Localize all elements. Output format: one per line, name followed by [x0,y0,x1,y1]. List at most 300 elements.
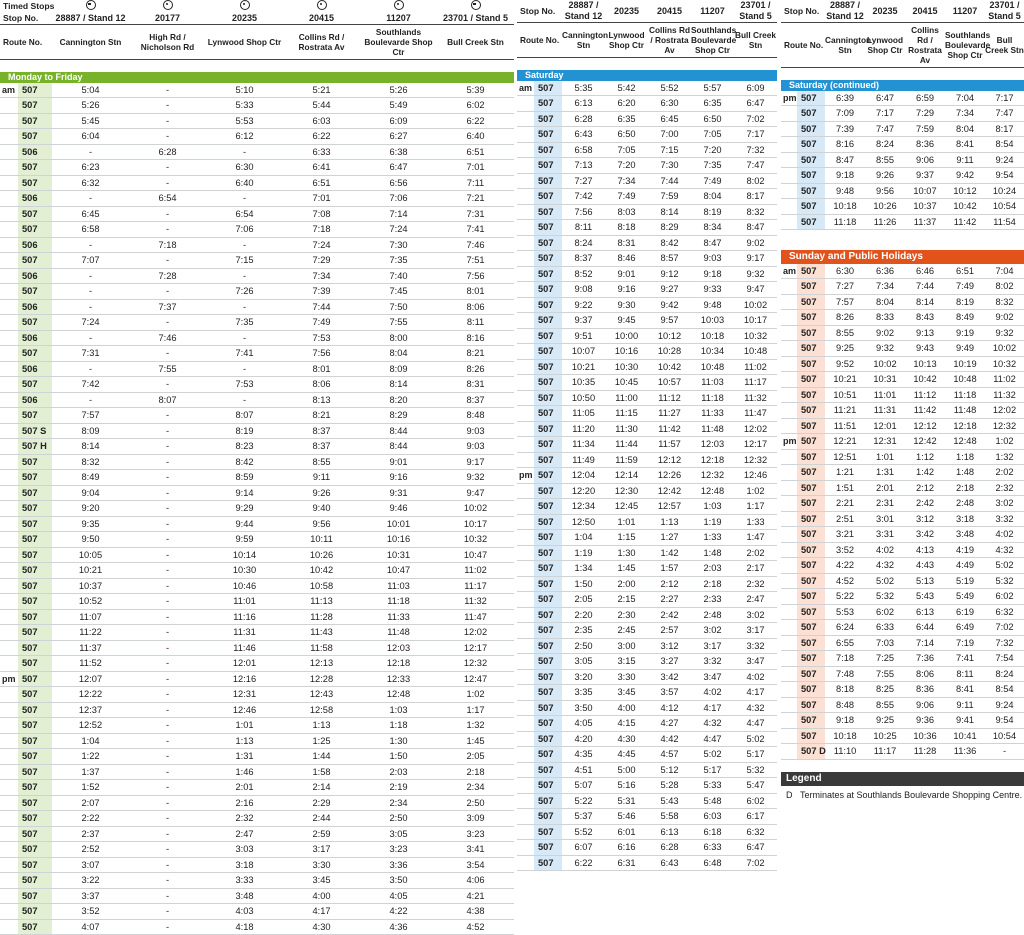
route-number: 507 [18,547,52,563]
departure-time: 3:05 [562,654,605,670]
am-pm-marker [517,623,534,639]
departure-time: 11:52 [52,656,129,672]
table-row [0,237,514,253]
table-row [0,578,514,594]
departure-time: 10:32 [734,328,777,344]
departure-time: 2:02 [734,545,777,561]
departure-time: 5:35 [562,81,605,96]
departure-time: - [206,191,283,207]
departure-time: 4:19 [945,542,985,558]
table-row [517,530,777,546]
departure-time: 6:48 [691,855,734,871]
table-row [781,183,1024,199]
departure-time: 1:25 [283,733,360,749]
am-pm-marker [0,780,18,796]
departure-time: 8:49 [945,310,985,326]
departure-time: 6:47 [734,840,777,856]
departure-time: 3:45 [605,685,648,701]
departure-time: 6:03 [283,113,360,129]
route-number: 507 [18,764,52,780]
departure-time: 4:00 [283,888,360,904]
departure-time: 3:27 [648,654,691,670]
departure-time: 11:37 [52,640,129,656]
route-number: 507 [797,294,825,310]
table-row [517,607,777,623]
table-row [517,359,777,375]
departure-time: 4:45 [605,747,648,763]
stop-place: Lynwood Shop Ctr [206,25,283,60]
departure-time: 6:56 [360,175,437,191]
departure-time: - [129,702,206,718]
am-pm-marker [0,857,18,873]
table-row [0,733,514,749]
departure-time: 9:06 [905,152,945,168]
am-pm-marker [517,762,534,778]
departure-time: 8:44 [360,423,437,439]
departure-time: 7:28 [129,268,206,284]
timed-stops-label: Timed Stops [3,1,55,11]
departure-time: 1:52 [52,780,129,796]
am-pm-marker [517,235,534,251]
departure-time: 1:57 [648,561,691,577]
departure-time: 11:17 [437,578,514,594]
departure-time: 10:02 [734,297,777,313]
departure-time: 7:40 [360,268,437,284]
table-row [781,465,1024,481]
departure-time: 9:24 [985,697,1024,713]
table-row [0,129,514,145]
table-row [781,682,1024,698]
departure-time: 7:35 [360,253,437,269]
table-row [0,206,514,222]
departure-time: 6:58 [562,142,605,158]
stop-place: Bull Creek Stn [734,23,777,58]
am-pm-marker [517,390,534,406]
departure-time: 8:37 [437,392,514,408]
departure-time: 5:17 [691,762,734,778]
route-number: 507 [18,454,52,470]
departure-time: 3:09 [437,811,514,827]
departure-time: 6:36 [865,264,905,279]
table-row [517,81,777,96]
route-number: 507 [797,480,825,496]
departure-time: 5:02 [985,558,1024,574]
departure-time: 12:16 [206,671,283,687]
route-number: 507 [534,793,562,809]
departure-time: 6:01 [605,824,648,840]
legend [781,772,1024,801]
departure-time: 8:31 [437,377,514,393]
departure-time: 7:05 [605,142,648,158]
departure-time: 9:16 [605,282,648,298]
table-row [517,700,777,716]
table-row [781,152,1024,168]
stop-number: 20177 [129,13,206,25]
departure-time: 7:34 [605,173,648,189]
route-number: 507 [797,496,825,512]
route-number: 507 [534,545,562,561]
departure-time: 2:37 [52,826,129,842]
route-number: 507 [534,762,562,778]
table-row [0,702,514,718]
departure-time: 6:03 [691,809,734,825]
table-row [781,449,1024,465]
am-pm-marker [0,563,18,579]
table-row [781,106,1024,122]
departure-time: 2:14 [283,780,360,796]
departure-time: 9:47 [437,485,514,501]
departure-time: 2:05 [562,592,605,608]
departure-time: 12:51 [825,449,865,465]
departure-time: 6:04 [52,129,129,145]
departure-time: 10:11 [283,532,360,548]
departure-time: 10:48 [691,359,734,375]
departure-time: 8:59 [206,470,283,486]
am-pm-marker [0,842,18,858]
table-row [517,142,777,158]
departure-time: 8:07 [129,392,206,408]
am-pm-marker [517,809,534,825]
route-number: 507 [18,113,52,129]
am-pm-marker [0,284,18,300]
departure-time: 4:35 [562,747,605,763]
departure-time: 8:11 [437,315,514,331]
route-number: 507 [18,842,52,858]
route-number: 507 [797,635,825,651]
route-number: 507 [534,421,562,437]
route-number: 507 [18,578,52,594]
am-pm-marker [0,888,18,904]
departure-time: 7:56 [562,204,605,220]
departure-time: 3:17 [691,638,734,654]
departure-time: 9:18 [825,168,865,184]
am-pm-marker [517,142,534,158]
departure-time: 2:29 [283,795,360,811]
departure-time: 7:35 [691,158,734,174]
departure-time: 8:13 [283,392,360,408]
departure-time: 3:22 [52,873,129,889]
departure-time: 7:37 [129,299,206,315]
departure-time: 11:12 [905,387,945,403]
departure-time: 1:32 [985,449,1024,465]
departure-time: 2:05 [437,749,514,765]
route-number: 507 [534,731,562,747]
departure-time: 8:06 [283,377,360,393]
departure-time: 7:18 [825,651,865,667]
am-pm-marker [0,764,18,780]
route-number: 507 [534,375,562,391]
route-number: 507 [18,129,52,145]
departure-time: 6:40 [206,175,283,191]
am-pm-marker [781,279,797,295]
departure-time: 6:22 [562,855,605,871]
departure-time: - [129,904,206,920]
departure-time: 1:12 [905,449,945,465]
am-pm-marker [517,716,534,732]
departure-time: 10:51 [825,387,865,403]
departure-time: 2:01 [206,780,283,796]
stop-number: 20235 [865,0,905,23]
departure-time: 11:01 [865,387,905,403]
am-pm-marker [0,733,18,749]
departure-time: 1:45 [437,733,514,749]
route-number: 507 [534,173,562,189]
departure-time: 10:02 [865,356,905,372]
table-row [781,496,1024,512]
departure-time: 2:19 [360,780,437,796]
departure-time: 4:20 [562,731,605,747]
departure-time: 6:13 [648,824,691,840]
am-pm-marker [517,514,534,530]
table-row [781,697,1024,713]
departure-time: 8:57 [648,251,691,267]
route-number: 507 [534,561,562,577]
departure-time: 10:18 [825,199,865,215]
am-pm-marker [781,387,797,403]
departure-time: 2:32 [734,576,777,592]
departure-time: 10:58 [283,578,360,594]
table-row [0,609,514,625]
departure-time: 3:21 [825,527,865,543]
am-pm-marker [0,516,18,532]
departure-time: 7:49 [283,315,360,331]
table-row [517,282,777,298]
departure-time: 8:18 [605,220,648,236]
departure-time: 1:34 [562,561,605,577]
departure-time: 9:11 [945,697,985,713]
departure-time: 10:48 [734,344,777,360]
am-pm-marker [517,328,534,344]
departure-time: 10:36 [905,728,945,744]
departure-time: 1:17 [734,499,777,515]
departure-time: 7:45 [360,284,437,300]
table-row [517,561,777,577]
departure-time: 11:02 [985,372,1024,388]
departure-time: 1:27 [648,530,691,546]
stop-number: 20235 [206,13,283,25]
departure-time: 6:19 [945,604,985,620]
departure-time: 11:27 [648,406,691,422]
route-number: 507 [797,214,825,230]
am-pm-marker [0,656,18,672]
departure-time: 1:19 [562,545,605,561]
departure-time: 11:31 [206,625,283,641]
table-row [517,127,777,143]
legend-title: Legend [781,772,1024,786]
departure-time: 3:02 [734,607,777,623]
table-row [0,857,514,873]
am-pm-marker [517,855,534,871]
departure-time: 9:18 [691,266,734,282]
departure-time: 12:30 [605,483,648,499]
departure-time: 9:36 [905,713,945,729]
route-number: 507 [797,199,825,215]
departure-time: - [129,160,206,176]
departure-time: 9:48 [825,183,865,199]
departure-time: 7:34 [945,106,985,122]
route-number: 507 [18,501,52,517]
departure-time: 9:02 [865,325,905,341]
route-number: 507 [534,638,562,654]
departure-time: 6:50 [691,111,734,127]
departure-time: 4:22 [360,904,437,920]
table-row [781,91,1024,106]
departure-time: 7:01 [283,191,360,207]
departure-time: - [52,144,129,160]
departure-time: 8:55 [825,325,865,341]
departure-time: 1:51 [825,480,865,496]
departure-time: - [129,470,206,486]
departure-time: 3:03 [206,842,283,858]
departure-time: 8:14 [648,204,691,220]
departure-time: 11:37 [905,214,945,230]
departure-time: 5:49 [360,98,437,114]
am-pm-marker [517,158,534,174]
departure-time: 3:57 [648,685,691,701]
route-number: 507 [534,824,562,840]
departure-time: 4:42 [648,731,691,747]
departure-time: 11:01 [206,594,283,610]
departure-time: 3:12 [905,511,945,527]
departure-time: 12:18 [691,452,734,468]
stop-no-label: Stop No. [781,0,825,23]
route-number: 507 [18,733,52,749]
departure-time: 8:06 [905,666,945,682]
departure-time: - [129,253,206,269]
departure-time: 12:46 [734,468,777,484]
table-row [0,795,514,811]
departure-time: 1:48 [691,545,734,561]
departure-time: 10:48 [945,372,985,388]
departure-time: 9:26 [865,168,905,184]
departure-time: 12:32 [985,418,1024,434]
route-number: 507 [797,279,825,295]
am-pm-marker [517,731,534,747]
departure-time: 9:37 [905,168,945,184]
departure-time: 2:07 [52,795,129,811]
departure-time: 3:32 [985,511,1024,527]
departure-time: 7:41 [945,651,985,667]
table-row [517,266,777,282]
departure-time: - [129,826,206,842]
route-number: 507 S [18,423,52,439]
route-number: 507 [18,826,52,842]
am-pm-marker: pm [517,468,534,484]
am-pm-marker [517,747,534,763]
departure-time: 1:02 [985,434,1024,450]
departure-time: 6:54 [129,191,206,207]
am-pm-marker [0,423,18,439]
am-pm-marker [0,625,18,641]
table-row [0,842,514,858]
route-number: 507 [534,747,562,763]
am-pm-marker [517,251,534,267]
departure-time: 11:58 [283,640,360,656]
am-pm-marker [0,175,18,191]
departure-time: 8:29 [360,408,437,424]
departure-time: 10:21 [52,563,129,579]
departure-time: 8:43 [905,310,945,326]
departure-time: 5:17 [734,747,777,763]
departure-time: 8:54 [985,137,1024,153]
departure-time: - [129,733,206,749]
departure-time: 7:03 [865,635,905,651]
am-pm-marker [517,607,534,623]
table-row [0,253,514,269]
departure-time: 12:34 [562,499,605,515]
departure-time: 9:46 [360,501,437,517]
departure-time: - [206,330,283,346]
departure-time: 9:13 [905,325,945,341]
departure-time: 4:30 [605,731,648,747]
route-number: 507 [534,220,562,236]
departure-time: 10:26 [283,547,360,563]
table-row [781,635,1024,651]
route-number: 507 [18,284,52,300]
departure-time: 6:30 [825,264,865,279]
departure-time: - [129,501,206,517]
departure-time: 1:42 [648,545,691,561]
am-pm-marker [781,697,797,713]
departure-time: 2:50 [437,795,514,811]
departure-time: 1:21 [825,465,865,481]
departure-time: 5:26 [360,83,437,98]
departure-time: 7:48 [825,666,865,682]
route-number: 507 [18,253,52,269]
departure-time: 11:43 [283,625,360,641]
departure-time: 9:49 [945,341,985,357]
departure-time: 12:20 [562,483,605,499]
departure-time: 10:21 [562,359,605,375]
departure-time: 12:12 [905,418,945,434]
stop-place: Collins Rd / Rostrata Av [283,25,360,60]
departure-time: 10:54 [985,199,1024,215]
departure-time: 7:54 [985,651,1024,667]
departure-time: 11:05 [562,406,605,422]
departure-time: - [129,547,206,563]
departure-time: 7:27 [562,173,605,189]
departure-time: - [129,795,206,811]
departure-time: 7:30 [648,158,691,174]
departure-time: 1:03 [360,702,437,718]
departure-time: 6:40 [437,129,514,145]
departure-time: 6:20 [605,96,648,112]
departure-time: 5:57 [691,81,734,96]
table-row [517,499,777,515]
am-pm-marker [781,294,797,310]
departure-time: 10:37 [905,199,945,215]
am-pm-marker [0,687,18,703]
am-pm-marker [517,793,534,809]
departure-time: 8:21 [437,346,514,362]
departure-time: 6:35 [605,111,648,127]
timing-point-icon [206,0,283,13]
departure-time: 2:12 [648,576,691,592]
am-pm-marker [517,685,534,701]
table-row [781,589,1024,605]
departure-time: 8:14 [52,439,129,455]
route-number: 507 [534,809,562,825]
am-pm-marker [517,297,534,313]
departure-time: 2:01 [865,480,905,496]
table-row [781,620,1024,636]
departure-time: 8:24 [985,666,1024,682]
table-row [781,558,1024,574]
departure-time: 9:18 [825,713,865,729]
departure-time: 7:56 [437,268,514,284]
departure-time: 4:00 [605,700,648,716]
departure-time: 8:41 [945,137,985,153]
